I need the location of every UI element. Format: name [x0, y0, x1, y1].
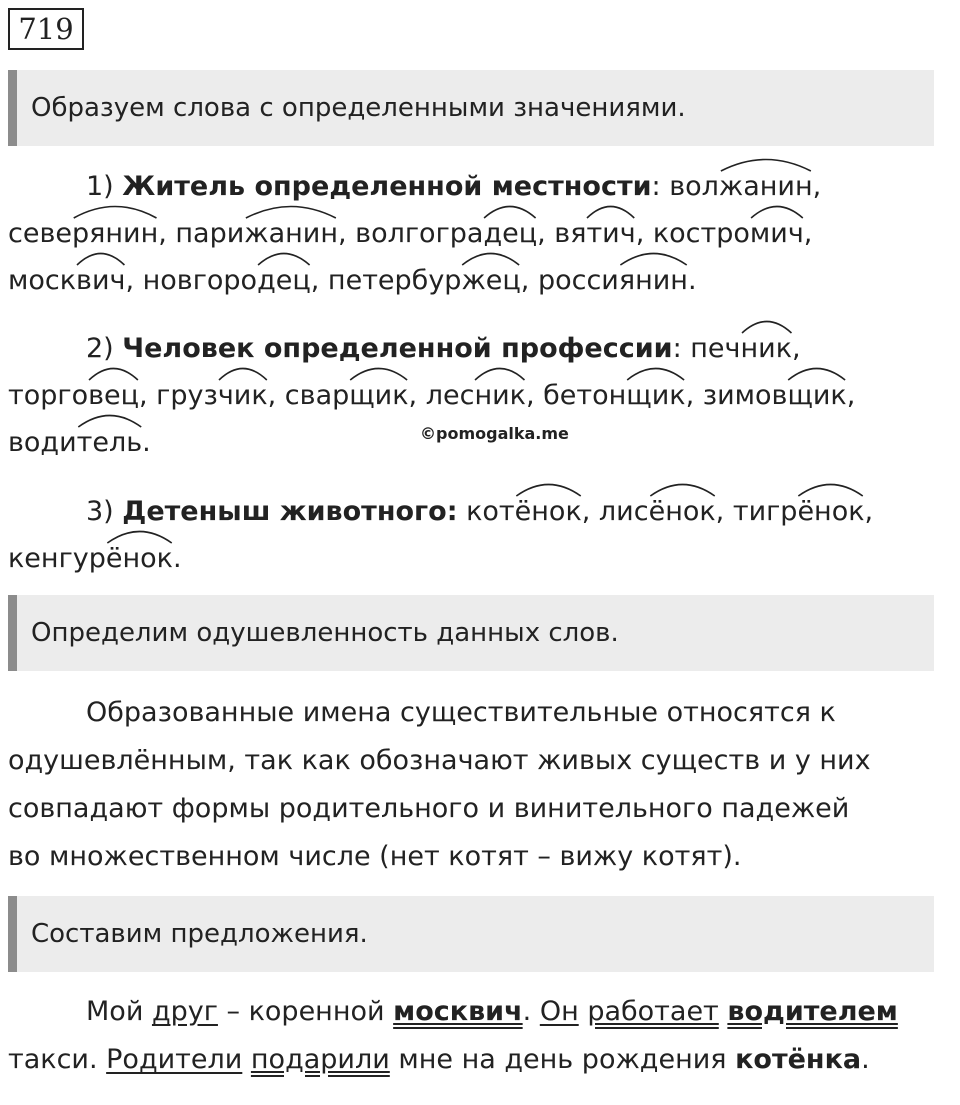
- section-heading-animacy: [8, 595, 934, 671]
- suffix-arc: рянин: [72, 210, 158, 257]
- sentences-paragraph: Мой друг – коренной москвич. Он работает водителем такси. Родители подарили мне на день рождения котёнка.: [8, 996, 898, 1075]
- group2-line1: 2) Человек определенной профессии: печник ,: [8, 325, 948, 372]
- suffix-arc-icon: [257, 248, 311, 266]
- suffix-arc: тель: [77, 419, 143, 466]
- suffix-arc: ник: [474, 372, 526, 419]
- group-professions: [8, 325, 948, 466]
- suffix-arc-icon: [619, 248, 688, 266]
- suffix-arc-icon: [244, 201, 338, 219]
- suffix-arc: дец: [257, 257, 311, 304]
- group3-line1: 3) Детеныш животного: котёнок , лисёнок , тигрёнок ,: [8, 488, 948, 535]
- group2-line2: торговец , грузчик , сварщик , лесник , бетонщик , зимовщик ,: [8, 372, 948, 419]
- suffix-arc-icon: [474, 363, 526, 381]
- animacy-paragraph: Образованные имена существительные относятся к одушевлённым, так как обозначают живых существ и у них совпадают формы родительного и винительного падежей во множественном числе (нет котят – вижу котят).: [8, 697, 871, 872]
- suffix-arc: мич: [750, 210, 804, 257]
- group1-line1: 1) Житель определенной местности: волжанин ,: [8, 163, 948, 210]
- predicate: москвич: [393, 996, 523, 1027]
- suffix-arc-icon: [77, 410, 143, 428]
- predicate: подарили: [250, 1044, 390, 1075]
- suffix-arc: ёнок: [649, 488, 716, 535]
- predicate: работает: [587, 996, 719, 1027]
- suffix-arc-icon: [649, 479, 716, 497]
- suffix-arc-icon: [797, 479, 864, 497]
- suffix-arc: янин: [619, 257, 688, 304]
- suffix-arc-icon: [515, 479, 582, 497]
- suffix-arc-icon: [741, 316, 793, 334]
- section-heading-word-formation: [8, 70, 934, 146]
- suffix-arc-icon: [626, 363, 685, 381]
- suffix-arc: щик: [626, 372, 685, 419]
- suffix-arc: дец: [483, 210, 537, 257]
- suffix-arc-icon: [76, 248, 125, 266]
- section-heading-text: Определим одушевленность данных слов.: [31, 618, 619, 648]
- suffix-arc: жец: [461, 257, 520, 304]
- suffix-arc: жанин: [719, 163, 813, 210]
- group3-term: Детеныш животного:: [122, 496, 458, 527]
- section-heading-text: Образуем слова с определенными значениями.: [31, 93, 686, 123]
- suffix-arc-icon: [106, 526, 173, 544]
- suffix-arc-icon: [750, 201, 804, 219]
- suffix-arc-icon: [88, 363, 139, 381]
- section-heading-sentences: [8, 896, 934, 972]
- subject: друг: [151, 996, 218, 1027]
- suffix-arc-icon: [349, 363, 408, 381]
- suffix-arc: ёнок: [515, 488, 582, 535]
- section-heading-text: Составим предложения.: [31, 919, 368, 949]
- group2-line3: водитель .: [8, 419, 948, 466]
- subject: Он: [539, 996, 579, 1027]
- group1-term: Житель определенной местности: [122, 171, 652, 202]
- suffix-arc: щик: [787, 372, 846, 419]
- group2-term: Человек определенной профессии: [122, 333, 673, 364]
- suffix-arc: ёнок: [106, 535, 173, 582]
- group-inhabitants: [8, 163, 948, 304]
- suffix-arc-icon: [483, 201, 537, 219]
- suffix-arc-icon: [719, 154, 813, 172]
- suffix-arc: ник: [741, 325, 793, 372]
- suffix-arc: жанин: [244, 210, 338, 257]
- subject: Родители: [106, 1044, 243, 1075]
- suffix-arc: вец: [88, 372, 139, 419]
- suffix-arc-icon: [586, 201, 635, 219]
- group-young-animals: [8, 488, 948, 582]
- group1-line2: северянин , парижанин , волгоградец , вятич , костромич ,: [8, 210, 948, 257]
- suffix-arc-icon: [72, 201, 158, 219]
- predicate-object: водителем: [727, 996, 898, 1027]
- suffix-arc-icon: [787, 363, 846, 381]
- suffix-arc-icon: [218, 363, 268, 381]
- highlighted-word: котёнка: [735, 1044, 862, 1075]
- group1-line3: москвич , новгородец , петербуржец , россиянин .: [8, 257, 948, 304]
- suffix-arc: чик: [218, 372, 268, 419]
- suffix-arc: ёнок: [797, 488, 864, 535]
- suffix-arc: тич: [586, 210, 635, 257]
- suffix-arc: вич: [76, 257, 125, 304]
- watermark: ©pomogalka.me: [420, 424, 569, 443]
- suffix-arc-icon: [461, 248, 520, 266]
- group3-line2: кенгурёнок .: [8, 535, 948, 582]
- task-number: 719: [8, 8, 84, 50]
- suffix-arc: щик: [349, 372, 408, 419]
